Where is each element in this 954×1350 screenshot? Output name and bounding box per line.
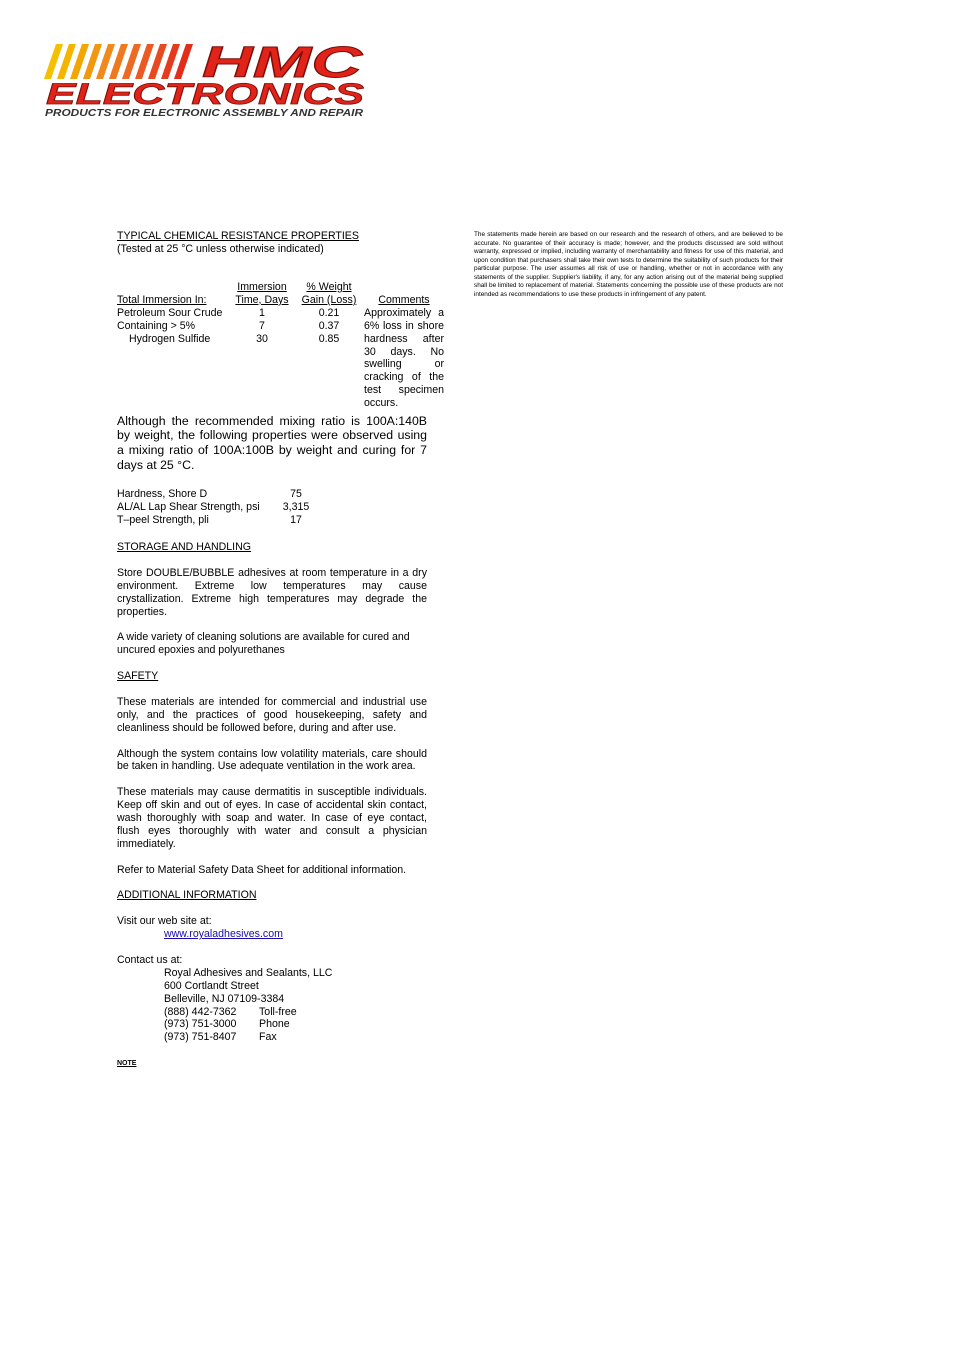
additional-info-heading: ADDITIONAL INFORMATION: [117, 889, 257, 902]
col-header-time-1: Immersion: [237, 280, 287, 293]
col-header-comments: Comments: [378, 293, 430, 306]
safety-heading: SAFETY: [117, 670, 159, 683]
visit-label: Visit our web site at:: [117, 915, 212, 928]
chemical-resistance-subheading: (Tested at 25 °C unless otherwise indicated): [117, 242, 324, 255]
note-label: NOTE: [117, 1060, 137, 1068]
company-name: Royal Adhesives and Sealants, LLC: [164, 966, 333, 979]
disclaimer-text: The statements made herein are based on our research and the research of others, and are believed to be accurate. No guarantee of their accuracy is made; however, and the products discussed are sold without warranty, expressed or implied, including warranty of merchantability and fitness for use of this material, and upon condition that purchasers shall take their own tests to determine the suitability of such products for their particular purpose. The user assumes all risk of use or handling, whether or not in accordance with any statements of the supplier. Supplier's liability, if any, for any action arising out of the material being supplied shall be limited to replacement of material. Statements concerning the possible use of these products are not intended as recommendations to use these products in infringement of any patent.: [474, 231, 783, 298]
storage-paragraph: Store DOUBLE/BUBBLE adhesives at room temperature in a dry environment. Extreme low temperatures may cause crystallization. Extreme high temperatures may degrade the properties.: [117, 566, 427, 618]
property-row: [117, 514, 427, 527]
mixing-ratio-paragraph: Although the recommended mixing ratio is 100A:140B by weight, the following properties were observed using a mixing ratio of 100A:100B by weight and curing for 7 days at 25 °C.: [117, 413, 427, 472]
table-row-days: 1: [259, 306, 265, 319]
logo-tagline: PRODUCTS FOR ELECTRONIC ASSEMBLY AND REPAIR: [45, 107, 364, 118]
phone-label: Fax: [259, 1031, 277, 1044]
col-header-weight-2: Gain (Loss): [301, 293, 357, 306]
phone-row: [117, 1031, 427, 1044]
hmc-electronics-logo: [44, 44, 366, 118]
phone-label: Phone: [259, 1018, 290, 1031]
properties-list: [117, 488, 427, 528]
safety-paragraph: Although the system contains low volatility materials, care should be taken in handling. Use adequate ventilation in the work area.: [117, 747, 427, 773]
logo-graphic: [44, 44, 366, 118]
property-value: 17: [290, 513, 302, 526]
storage-heading: STORAGE AND HANDLING: [117, 541, 252, 554]
cleaning-paragraph: A wide variety of cleaning solutions are available for cured and uncured epoxies and polyurethanes: [117, 631, 410, 657]
phone-number: (973) 751-8407: [164, 1031, 237, 1044]
table-row-medium: Petroleum Sour Crude: [117, 306, 223, 319]
table-row-weight: 0.85: [318, 332, 340, 345]
property-name: AL/AL Lap Shear Strength, psi: [117, 501, 260, 514]
main-column: [117, 230, 444, 1071]
street-address: 600 Cortlandt Street: [164, 979, 259, 992]
table-row-medium: Containing > 5%: [117, 319, 196, 332]
property-value: 3,315: [282, 501, 310, 514]
property-name: T–peel Strength, pli: [117, 513, 209, 526]
col-header-immersion: Total Immersion In:: [117, 293, 207, 306]
table-row-weight: 0.21: [318, 306, 340, 319]
property-value: 75: [290, 488, 302, 501]
phone-label: Toll-free: [259, 1005, 297, 1018]
table-row-weight: 0.37: [318, 319, 340, 332]
property-row: [117, 488, 427, 501]
chemical-resistance-table: [117, 268, 447, 410]
property-row: [117, 501, 427, 514]
website-link[interactable]: www.royaladhesives.com: [164, 928, 283, 941]
logo-brand-top: HMC: [202, 44, 364, 87]
safety-paragraph: These materials are intended for commercial and industrial use only, and the practices of good housekeeping, safety and cleanliness should be followed before, during and after use.: [117, 695, 427, 734]
table-row-days: 7: [259, 319, 265, 332]
logo-brand-bottom: ELECTRONICS: [46, 78, 364, 111]
col-header-time-2: Time, Days: [235, 293, 289, 306]
city-address: Belleville, NJ 07109-3384: [164, 992, 285, 1005]
phone-row: [117, 1018, 427, 1031]
stripes-graphic: [44, 44, 193, 79]
chemical-resistance-heading: TYPICAL CHEMICAL RESISTANCE PROPERTIES: [117, 230, 359, 242]
table-row-days: 30: [256, 332, 268, 345]
contact-label: Contact us at:: [117, 953, 183, 966]
phone-number: (973) 751-3000: [164, 1018, 237, 1031]
safety-paragraph: These materials may cause dermatitis in susceptible individuals. Keep off skin and out of eyes. In case of accidental skin contact, wash thoroughly with soap and water. In case of eye contact, flush eyes thoroughly with water and consult a physician immediately.: [117, 786, 427, 850]
phone-number: (888) 442-7362: [164, 1005, 237, 1018]
property-name: Hardness, Shore D: [117, 488, 208, 501]
table-comment: Approximately a 6% loss in shore hardness after 30 days. No swelling or cracking of the test specimen occurs.: [364, 306, 444, 410]
phone-row: [117, 1006, 427, 1019]
table-row-medium: Hydrogen Sulfide: [129, 332, 211, 345]
msds-paragraph: Refer to Material Safety Data Sheet for additional information.: [117, 863, 407, 876]
col-header-weight-1: % Weight: [306, 280, 352, 293]
